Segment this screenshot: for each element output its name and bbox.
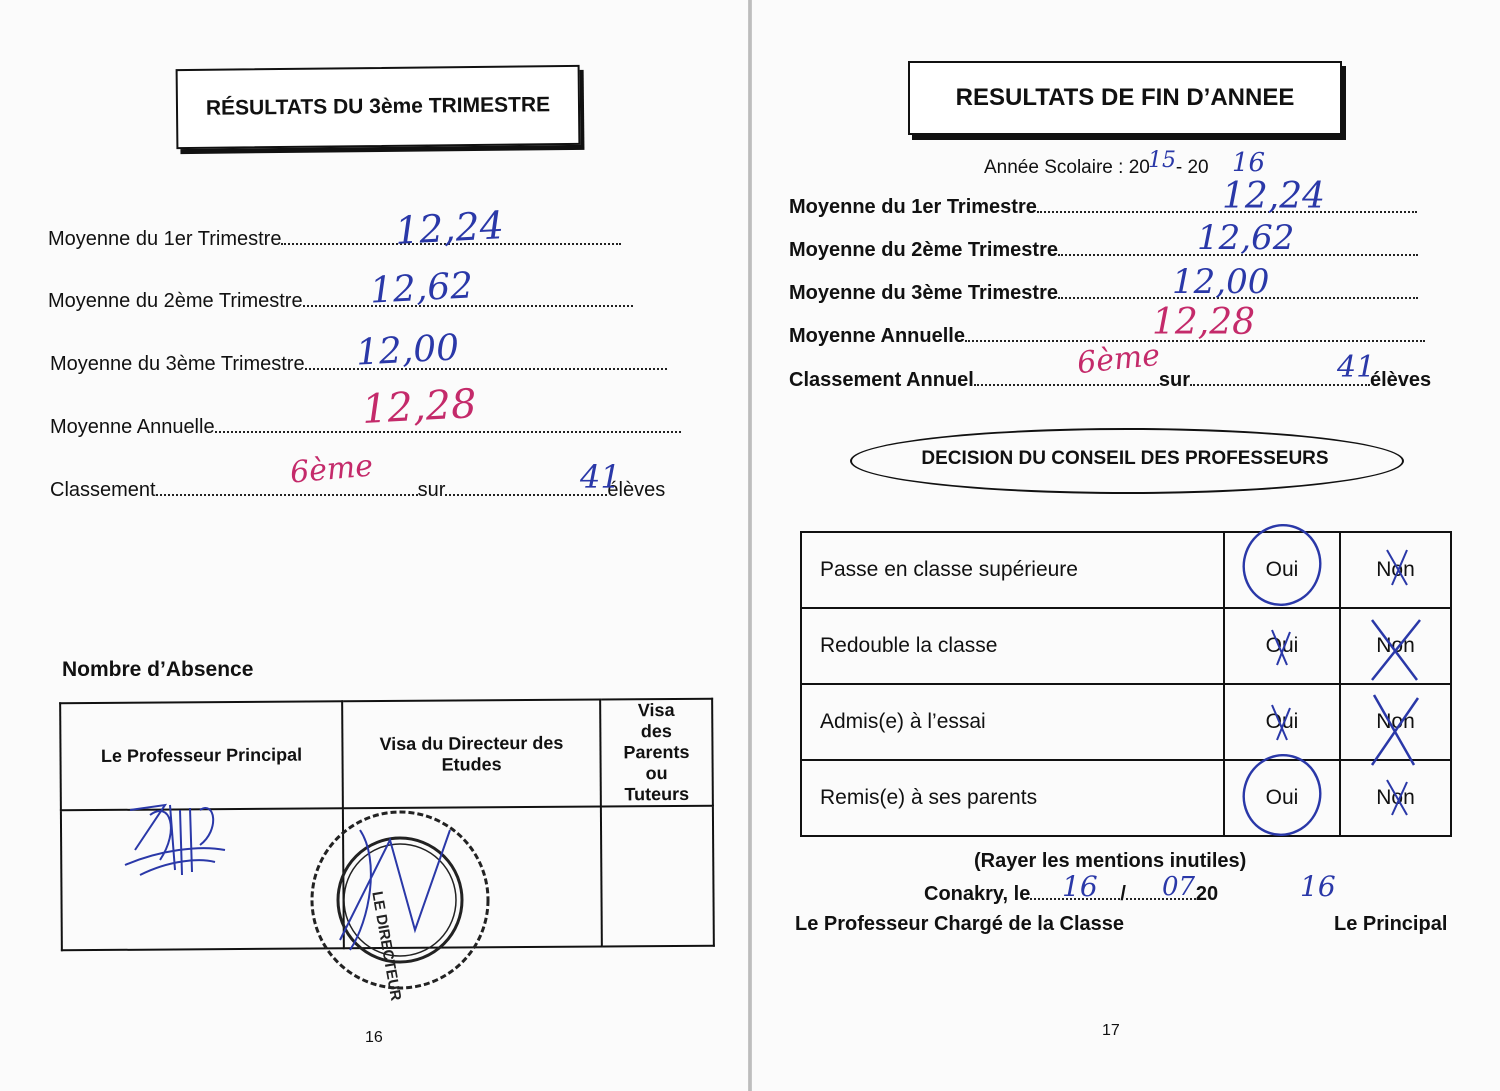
- sign-header-directeur: Visa du Directeur des Etudes: [342, 700, 601, 809]
- page-number-right: 17: [1102, 1022, 1120, 1039]
- annee-scolaire: Année Scolaire : 20 - 20: [984, 157, 1209, 178]
- right-rank: 6ème: [1075, 337, 1162, 382]
- right-value-3: 12,00: [1172, 262, 1270, 302]
- right-total: 41: [1337, 350, 1376, 385]
- sign-header-parents: Visa des Parents ou Tuteurs: [600, 699, 713, 807]
- right-page: [752, 0, 1500, 1091]
- date-year: 16: [1300, 870, 1336, 903]
- decision-label-1: Passe en classe supérieure: [801, 532, 1224, 608]
- decision-label-2: Redouble la classe: [801, 608, 1224, 684]
- right-row-3: Moyenne du 3ème Trimestre: [789, 282, 1418, 305]
- left-row-1: Moyenne du 1er Trimestre: [48, 228, 621, 251]
- annee-y1: 15: [1148, 148, 1176, 173]
- decision-non-4: Non: [1340, 760, 1451, 836]
- signatory-right: Le Principal: [1334, 913, 1448, 935]
- decision-non-1: Non: [1340, 532, 1451, 608]
- right-row-4: Moyenne Annuelle: [789, 325, 1425, 348]
- right-row-2: Moyenne du 2ème Trimestre: [789, 239, 1418, 262]
- decision-oui-3: Oui: [1224, 684, 1340, 760]
- left-page: [0, 0, 748, 1091]
- right-page-title: RESULTATS DE FIN D’ANNEE: [908, 61, 1342, 135]
- decision-non-3: Non: [1340, 684, 1451, 760]
- right-value-1: 12,24: [1222, 176, 1326, 217]
- decision-oui-4: Oui: [1224, 760, 1340, 836]
- left-row-4: Moyenne Annuelle: [50, 416, 681, 439]
- official-stamp: [300, 800, 500, 1003]
- decision-oui-2: Oui: [1224, 608, 1340, 684]
- left-total: 41: [580, 458, 621, 496]
- left-value-2: 12,62: [368, 265, 475, 312]
- decision-label-3: Admis(e) à l’essai: [801, 684, 1224, 760]
- right-classement: Classement Annuel sur élèves: [789, 369, 1432, 391]
- signatory-left: Le Professeur Chargé de la Classe: [795, 913, 1125, 935]
- left-rank: 6ème: [288, 448, 375, 491]
- left-classement: Classement sur élèves: [50, 479, 666, 501]
- left-value-1: 12,24: [393, 203, 505, 253]
- decision-title: DECISION DU CONSEIL DES PROFESSEURS: [921, 448, 1329, 469]
- stamp-text: LE DIRECTEUR: [368, 890, 405, 1003]
- left-page-title: RÉSULTATS DU 3ème TRIMESTRE: [176, 65, 581, 149]
- right-value-2: 12,62: [1197, 218, 1295, 258]
- decision-oui-1: Oui: [1224, 532, 1340, 608]
- decision-non-2: Non: [1340, 608, 1451, 684]
- professeur-signature: [120, 790, 230, 890]
- absence-heading: Nombre d’Absence: [62, 658, 254, 681]
- sign-cell-parents: [601, 806, 714, 947]
- decision-marks: [1192, 520, 1462, 850]
- sign-header-prof: Le Professeur Principal: [60, 701, 343, 810]
- date-month: 07: [1162, 872, 1196, 902]
- right-row-1: Moyenne du 1er Trimestre: [789, 196, 1417, 219]
- left-row-2: Moyenne du 2ème Trimestre: [48, 290, 633, 313]
- date-day: 16: [1062, 870, 1098, 903]
- right-value-4: 12,28: [1152, 302, 1256, 343]
- page-number-left: 16: [365, 1029, 383, 1046]
- left-row-3: Moyenne du 3ème Trimestre: [50, 353, 667, 376]
- left-value-3: 12,00: [354, 327, 461, 374]
- date-line: Conakry, le / 20: [924, 883, 1219, 905]
- decision-label-4: Remis(e) à ses parents: [801, 760, 1224, 836]
- rayer-mentions: (Rayer les mentions inutiles): [974, 850, 1247, 872]
- left-value-4: 12,28: [360, 381, 478, 433]
- annee-y2: 16: [1232, 148, 1266, 178]
